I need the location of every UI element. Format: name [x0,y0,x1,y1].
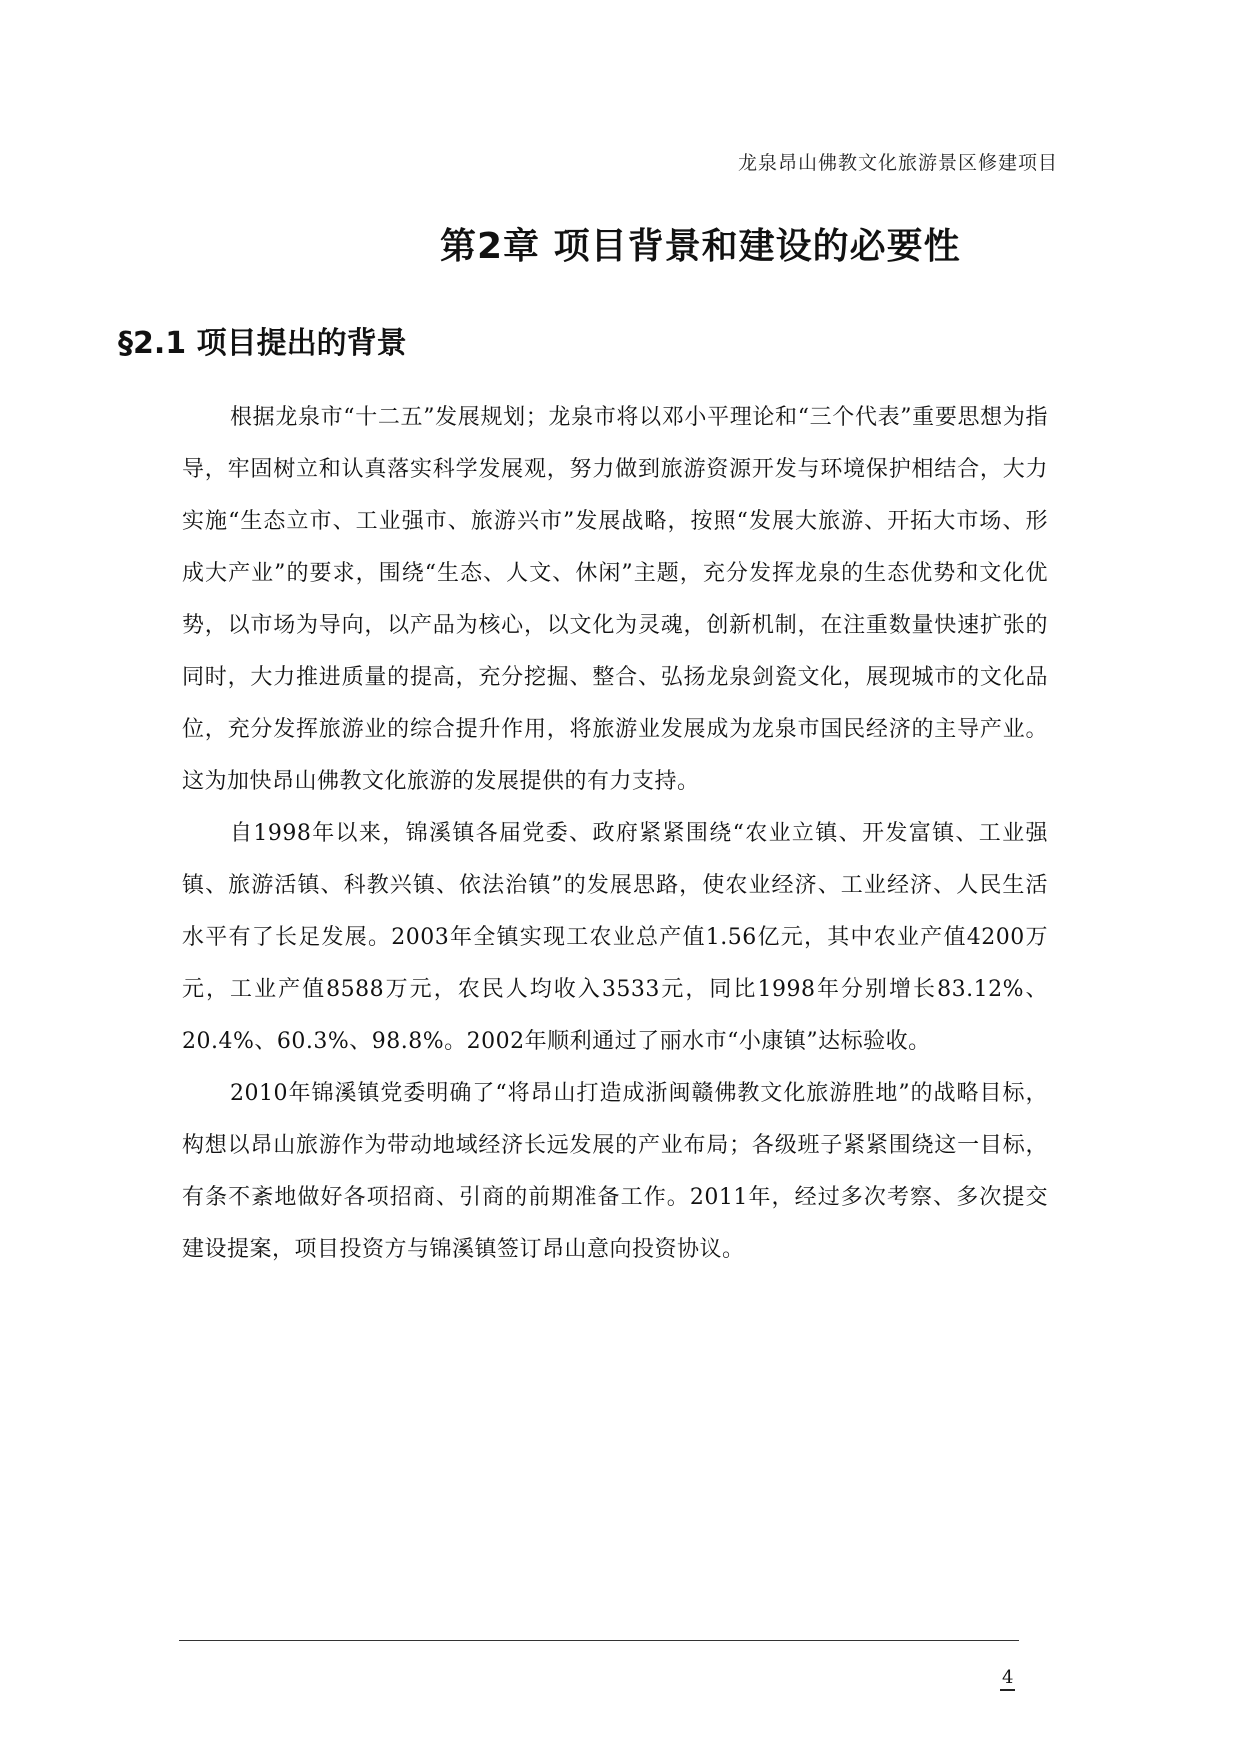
page-number: 4 [1000,1668,1015,1691]
paragraph: 2010年锦溪镇党委明确了“将昂山打造成浙闽赣佛教文化旅游胜地”的战略目标，构想以昂山旅游作为带动地域经济长远发展的产业布局；各级班子紧紧围绕这一目标，有条不紊地做好各项招商、引商的前期准备工作。2011年，经过多次考察、多次提交建设提案，项目投资方与锦溪镇签订昂山意向投资协议。 [182,1081,1048,1262]
body-text [182,392,1048,1276]
paragraph: 根据龙泉市“十二五”发展规划；龙泉市将以邓小平理论和“三个代表”重要思想为指导，牢固树立和认真落实科学发展观，努力做到旅游资源开发与环境保护相结合，大力实施“生态立市、工业强市、旅游兴市”发展战略，按照“发展大旅游、开拓大市场、形成大产业”的要求，围绕“生态、人文、休闲”主题，充分发挥龙泉的生态优势和文化优势，以市场为导向，以产品为核心，以文化为灵魂，创新机制，在注重数量快速扩张的同时，大力推进质量的提高，充分挖掘、整合、弘扬龙泉剑瓷文化，展现城市的文化品位，充分发挥旅游业的综合提升作用，将旅游业发展成为龙泉市国民经济的主导产业。这为加快昂山佛教文化旅游的发展提供的有力支持。 [182,405,1048,794]
chapter-title: 第2章 项目背景和建设的必要性 [440,226,961,267]
running-header: 龙泉昂山佛教文化旅游景区修建项目 [737,152,1058,174]
paragraph: 自1998年以来，锦溪镇各届党委、政府紧紧围绕“农业立镇、开发富镇、工业强镇、旅游活镇、科教兴镇、依法治镇”的发展思路，使农业经济、工业经济、人民生活水平有了长足发展。2003年全镇实现工农业总产值1.56亿元，其中农业产值4200万元，工业产值8588万元，农民人均收入3533元，同比1998年分别增长83.12%、20.4%、60.3%、98.8%。2002年顺利通过了丽水市“小康镇”达标验收。 [182,821,1048,1054]
section-title: §2.1 项目提出的背景 [118,326,407,361]
footer-divider [179,1640,1019,1641]
